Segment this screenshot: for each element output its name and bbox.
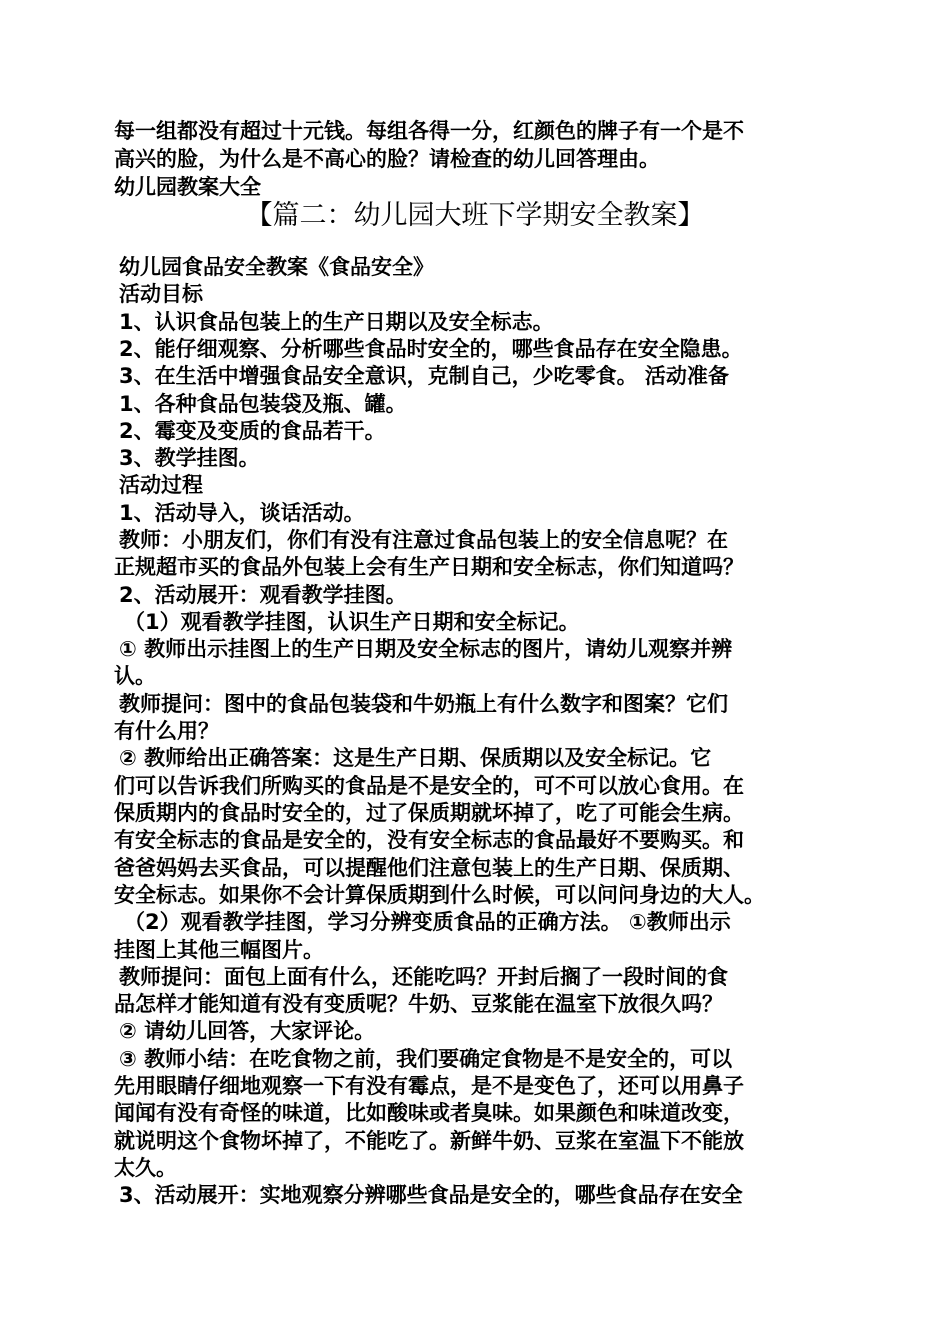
text-line: 安全标志。如果你不会计算保质期到什么时候，可以问问身边的大人。: [114, 883, 765, 907]
section-title: 【篇二：幼儿园大班下学期安全教案】: [245, 200, 705, 231]
text-line: 有安全标志的食品是安全的，没有安全标志的食品最好不要购买。和: [114, 828, 744, 852]
text-line: 高兴的脸，为什么是不高心的脸？请检查的幼儿回答理由。: [114, 147, 660, 171]
text-line: 先用眼睛仔细地观察一下有没有霉点，是不是变色了，还可以用鼻子: [114, 1074, 744, 1098]
text-line: ① 教师出示挂图上的生产日期及安全标志的图片，请幼儿观察并辨: [119, 637, 733, 661]
text-line: 活动目标: [119, 282, 203, 306]
text-line: 们可以告诉我们所购买的食品是不是安全的，可不可以放心食用。在: [114, 774, 744, 798]
text-line: 教师提问：面包上面有什么，还能吃吗？开封后搁了一段时间的食: [119, 965, 728, 989]
text-line: 幼儿园食品安全教案《食品安全》: [119, 255, 434, 279]
text-line: 有什么用？: [114, 719, 219, 743]
text-line: 3、在生活中增强食品安全意识，克制自己，少吃零食。 活动准备: [119, 364, 729, 388]
text-line: 每一组都没有超过十元钱。每组各得一分，红颜色的牌子有一个是不: [114, 119, 744, 143]
text-line: （1）观看教学挂图，认识生产日期和安全标记。: [124, 610, 580, 634]
text-line: 爸爸妈妈去买食品，可以提醒他们注意包装上的生产日期、保质期、: [114, 856, 744, 880]
text-line: 2、活动展开：观看教学挂图。: [119, 583, 407, 607]
text-line: ② 请幼儿回答，大家评论。: [119, 1019, 376, 1043]
text-line: 幼儿园教案大全: [114, 175, 261, 199]
text-line: 闻闻有没有奇怪的味道，比如酸味或者臭味。如果颜色和味道改变，: [114, 1101, 744, 1125]
text-line: 3、教学挂图。: [119, 446, 260, 470]
text-line: ② 教师给出正确答案：这是生产日期、保质期以及安全标记。它: [119, 746, 712, 770]
text-line: 太久。: [114, 1156, 177, 1180]
text-line: 2、霉变及变质的食品若干。: [119, 419, 386, 443]
text-line: 品怎样才能知道有没有变质呢？牛奶、豆浆能在温室下放很久吗？: [114, 992, 723, 1016]
text-line: 活动过程: [119, 473, 203, 497]
text-line: 就说明这个食物坏掉了，不能吃了。新鲜牛奶、豆浆在室温下不能放: [114, 1129, 744, 1153]
text-line: （2）观看教学挂图，学习分辨变质食品的正确方法。 ①教师出示: [124, 910, 731, 934]
text-line: 2、能仔细观察、分析哪些食品时安全的，哪些食品存在安全隐患。: [119, 337, 743, 361]
text-line: 挂图上其他三幅图片。: [114, 938, 324, 962]
text-line: 1、活动导入，谈话活动。: [119, 501, 365, 525]
text-line: 认。: [114, 664, 156, 688]
text-line: 正规超市买的食品外包装上会有生产日期和安全标志，你们知道吗？: [114, 555, 744, 579]
text-line: 教师：小朋友们，你们有没有注意过食品包装上的安全信息呢？在: [119, 528, 728, 552]
text-line: 保质期内的食品时安全的，过了保质期就坏掉了，吃了可能会生病。: [114, 801, 744, 825]
text-line: 1、各种食品包装袋及瓶、罐。: [119, 392, 407, 416]
text-line: 3、活动展开：实地观察分辨哪些食品是安全的，哪些食品存在安全: [119, 1183, 743, 1207]
text-line: ③ 教师小结：在吃食物之前，我们要确定食物是不是安全的，可以: [119, 1047, 733, 1071]
text-line: 教师提问：图中的食品包装袋和牛奶瓶上有什么数字和图案？它们: [119, 692, 728, 716]
text-line: 1、认识食品包装上的生产日期以及安全标志。: [119, 310, 554, 334]
